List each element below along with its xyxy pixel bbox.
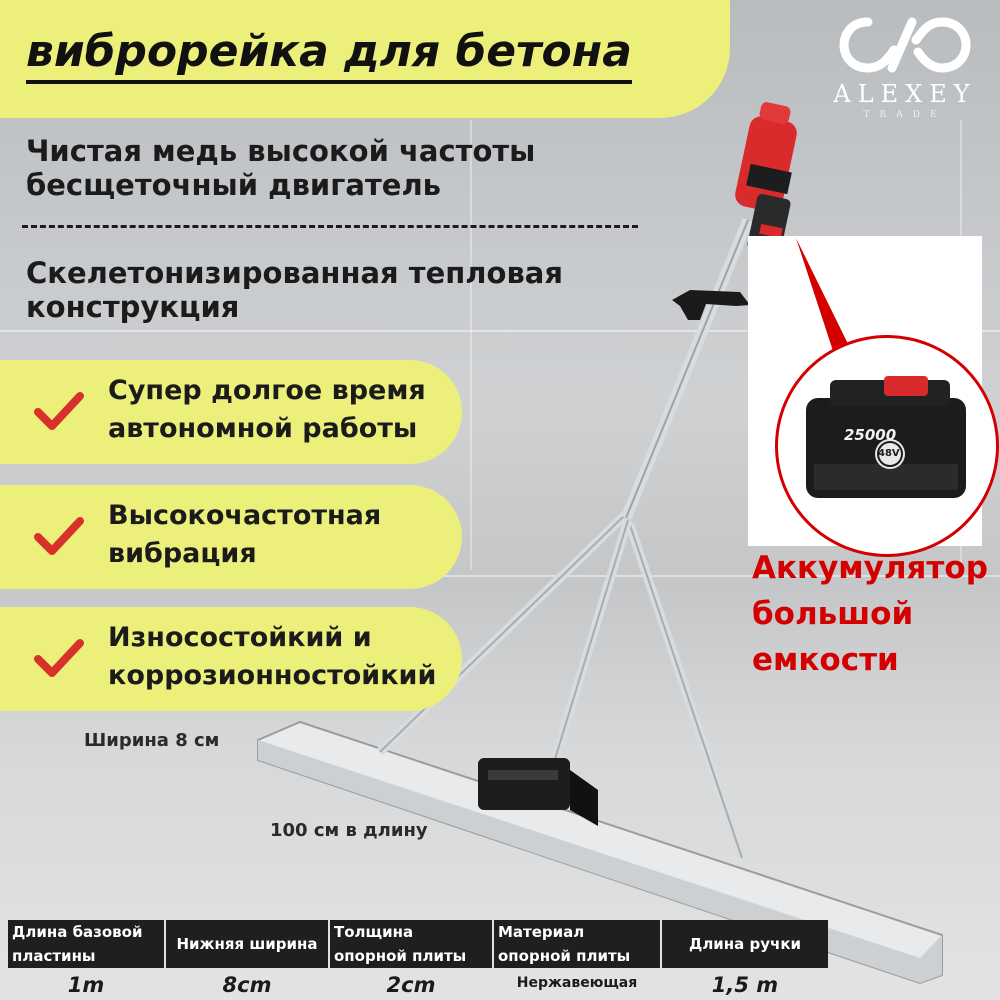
spec-value-4: Нержавеющая — [516, 975, 638, 991]
check-icon — [34, 637, 84, 679]
brand-subtitle: TRADE — [863, 110, 947, 120]
battery-capacity-print: 25000 — [844, 426, 897, 444]
page-title: виброрейка для бетона — [26, 26, 632, 84]
spec-header-1: Длина базовой пластины — [8, 920, 164, 968]
spec-header-3: Толщина опорной плиты — [330, 920, 492, 968]
benefit-3-line2: коррозионностойкий — [108, 660, 437, 691]
spec-value-3: 2cm — [386, 973, 436, 997]
battery-voltage-print: 48V — [878, 448, 900, 459]
battery-label-line1: Аккумулятор — [752, 550, 988, 586]
brand-name: ALEXEY — [833, 80, 977, 108]
spec-value-1: 1m — [67, 973, 105, 997]
benefit-2-line1: Высокочастотная — [108, 500, 382, 531]
benefit-pill-2 — [0, 485, 462, 589]
spec-value-2: 8cm — [222, 973, 272, 997]
battery-label-line2: большой — [752, 596, 914, 632]
benefit-text-2 — [108, 497, 448, 573]
design-feature-line2: конструкция — [26, 290, 240, 324]
battery-label-line3: емкости — [752, 642, 899, 678]
length-label: 100 см в длину — [270, 820, 428, 841]
benefit-2-line2: вибрация — [108, 538, 257, 569]
battery-label — [752, 545, 988, 683]
benefit-3-line1: Износостойкий и — [108, 622, 372, 653]
spec-header-5: Длина ручки — [662, 920, 828, 968]
spec-header-4: Материал опорной плиты — [494, 920, 660, 968]
spec-value-5: 1,5 m — [711, 973, 779, 997]
benefit-1-line1: Супер долгое время — [108, 375, 426, 406]
motor-feature-line2: бесщеточный двигатель — [26, 168, 442, 202]
callout-pointer — [790, 236, 860, 356]
benefit-pill-1 — [0, 360, 462, 464]
battery-zoom — [775, 335, 999, 557]
check-icon — [34, 515, 84, 557]
benefit-pill-3 — [0, 607, 462, 711]
benefit-text-3 — [108, 619, 448, 695]
spec-header-2: Нижняя ширина — [166, 920, 328, 968]
benefit-text-1 — [108, 372, 448, 448]
motor-feature-line1: Чистая медь высокой частоты — [26, 134, 536, 168]
width-label: Ширина 8 см — [84, 730, 220, 751]
design-feature-line1: Скелетонизированная тепловая — [26, 256, 563, 290]
benefit-1-line2: автономной работы — [108, 413, 418, 444]
check-icon — [34, 390, 84, 432]
